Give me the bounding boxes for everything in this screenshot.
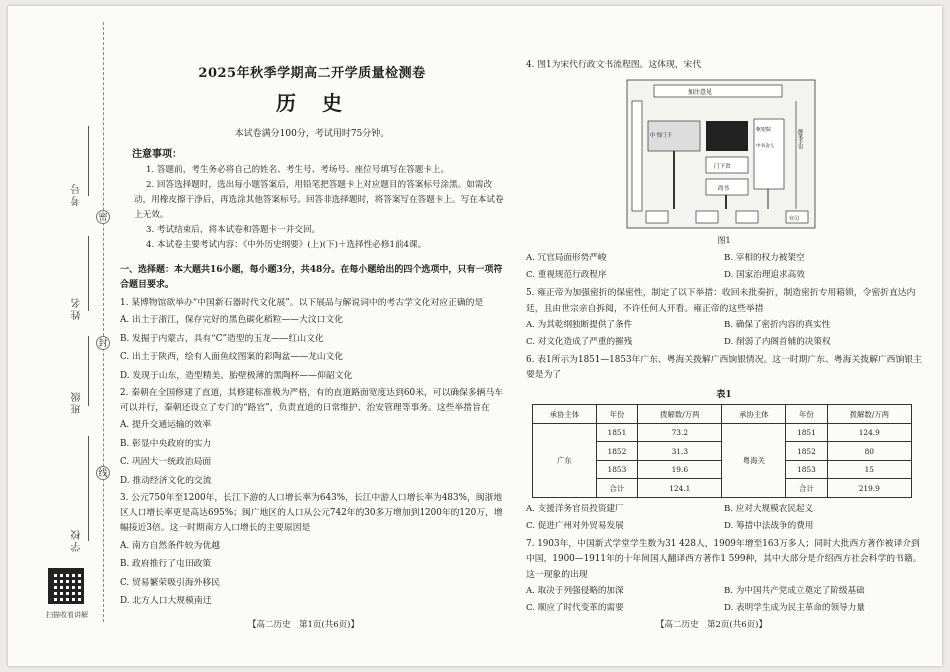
right-column — [526, 58, 922, 617]
page-footer-right: 【高二历史 第2页(共6页)】 — [656, 620, 767, 630]
option: B. 彰显中央政府的实力 — [120, 438, 212, 449]
diagram-label-note: 加注意见 — [688, 89, 713, 97]
table-header: 年份 — [596, 405, 637, 424]
option: A. 支援洋务官员投资建厂 — [526, 503, 624, 514]
seal-char: 封 — [96, 336, 110, 350]
qr-code[interactable] — [48, 568, 84, 604]
note-item: 1. 答题前，考生务必将自己的姓名、考生号、考场号、座位号填写在答题卡上。 — [146, 165, 450, 175]
admin-flow-diagram — [626, 79, 816, 229]
diagram-label-shangshu: 尚书 — [718, 186, 730, 193]
diagram-label-shumi: 枢密院 — [756, 127, 772, 134]
q7-options — [526, 583, 922, 617]
rule-exam-number — [88, 126, 89, 196]
option: D. 推动经济文化的交流 — [120, 476, 212, 487]
option: B. 政府推行了屯田政策 — [120, 559, 212, 570]
label-exam-number: 考号 — [72, 182, 83, 206]
table-caption: 表1 — [716, 390, 732, 401]
table-cell: 124.9 — [827, 423, 911, 442]
q5-options — [526, 317, 922, 351]
option: C. 顺应了时代变革的需要 — [526, 602, 624, 613]
option: D. 发现于山东，造型精美、胎壁极薄的黑陶杯——仰韶文化 — [120, 371, 353, 382]
question-stem: 6. 表1所示为1851—1853年广东、粤海关拨解广西饷银情况。这一时期广东、粤海关拨解广西饷银主要是为了 — [526, 354, 922, 381]
label-class: 班级 — [72, 390, 83, 414]
table-header-row — [533, 405, 912, 424]
option: D. 国家治理追求高效 — [724, 270, 805, 281]
table-header: 年份 — [786, 405, 827, 424]
table-cell: 1852 — [786, 442, 827, 461]
q4-options — [526, 250, 922, 284]
left-column — [120, 58, 504, 611]
table-cell: 合计 — [596, 479, 637, 498]
table-cell: 1851 — [786, 423, 827, 442]
diagram-label-menxia: 门下省 — [714, 164, 731, 171]
subject-title: 历史 — [276, 91, 368, 115]
table-cell: 1851 — [596, 423, 637, 442]
option: D. 北方人口大规模南迁 — [120, 596, 212, 607]
option: A. 南方自然条件较为优越 — [120, 540, 220, 551]
question-stem: 2. 秦朝在全国修建了直道，其修建标准极为严格，有的直道路面宽度达到60米，可以确保多辆马车可以并行，秦朝还设立了专门的“路官”，负责直道的日常维护、治安管理等事务。这些举措旨在 — [120, 387, 504, 413]
section-heading: 一、选择题：本大题共16小题，每小题3分，共48分。在每小题给出的四个选项中，只有一项符合题目要求。 — [120, 265, 503, 290]
question-stem: 3. 公元750年至1200年，长江下游的人口增长率为643%，长江中游人口增长率为483%，闽浙地区人口增长率更是高达695%；闽广地区的人口从公元742年的30多万增加到1200年的120万，增幅接近3倍。这一时期南方人口增长的主要原因是 — [120, 492, 503, 534]
diagram-label-shouzhao: 御笔手诏 — [797, 129, 803, 150]
option: C. 贸易繁荣吸引海外移民 — [120, 577, 220, 588]
option: A. 出土于浙江，保存完好的黑色碳化稻粒——大汶口文化 — [120, 315, 344, 326]
table-cell: 1853 — [786, 460, 827, 479]
option: D. 筹措中法战争的费用 — [724, 520, 814, 531]
table-cell: 15 — [827, 460, 911, 479]
table-cell: 124.1 — [638, 479, 722, 498]
option: A. 取决于列强侵略的加深 — [526, 585, 624, 596]
table-cell-entity: 粤海关 — [722, 423, 786, 497]
exam-sheet — [8, 6, 942, 666]
option: C. 重视规范行政程序 — [526, 270, 607, 281]
silver-table — [532, 404, 912, 498]
table-header: 承协主体 — [722, 405, 786, 424]
table-cell: 1853 — [596, 460, 637, 479]
option: D. 削弱了内阁首辅的决策权 — [724, 336, 831, 347]
table-cell: 1852 — [596, 442, 637, 461]
option: B. 确保了密折内容的真实性 — [724, 319, 831, 330]
seal-char: 密 — [96, 210, 110, 224]
diagram-label-guansi: 官司 — [789, 216, 800, 223]
diagram-label-sheren: 中书舍人 — [756, 144, 775, 150]
label-name: 姓名 — [72, 296, 83, 320]
rule-school — [88, 436, 89, 541]
option: B. 宰相的权力被架空 — [724, 253, 805, 264]
option: C. 出土于陕西，绘有人面鱼纹图案的彩陶盆——龙山文化 — [120, 352, 344, 363]
table-cell: 73.2 — [638, 423, 722, 442]
question-stem: 4. 图1为宋代行政文书流程图。这体现，宋代 — [526, 60, 702, 70]
option: C. 对文化造成了严重的摧残 — [526, 336, 633, 347]
q6-options — [526, 501, 922, 535]
seal-char: 线 — [96, 466, 110, 480]
exam-meta: 本试卷满分100分，考试用时75分钟。 — [234, 129, 390, 139]
option: B. 应对大规模农民起义 — [724, 503, 814, 514]
binding-strip — [8, 6, 108, 666]
option: A. 冗官局面形势严峻 — [526, 253, 607, 264]
option: A. 提升交通运输的效率 — [120, 420, 212, 431]
table-cell: 219.9 — [827, 479, 911, 498]
table-cell: 19.6 — [638, 460, 722, 479]
table-header: 拨解数/万两 — [827, 405, 911, 424]
option: B. 为中国共产党成立奠定了阶级基础 — [724, 585, 865, 596]
table-cell-entity: 广东 — [533, 423, 597, 497]
rule-class — [88, 336, 89, 406]
exam-title: 2025年秋季学期高二开学质量检测卷 — [198, 66, 426, 81]
table-cell: 合计 — [786, 479, 827, 498]
qr-caption: 扫描收看讲解 — [46, 611, 88, 619]
note-item: 3. 考试结束后，将本试卷和答题卡一并交回。 — [146, 225, 321, 235]
notes-heading: 注意事项： — [132, 149, 182, 160]
seal-line — [103, 22, 104, 622]
question-stem: 7. 1903年，中国新式学堂学生数为31 428人，1909年增至163万多人；同时大批西方著作被译介到中国，1900—1911年的十年间国人翻译西方著作1 599种，其中大部分是介绍西方社会科学的书籍。这一现象的出现 — [526, 538, 922, 580]
option: A. 为其乾纲独断提供了条件 — [526, 319, 633, 330]
table-header: 拨解数/万两 — [638, 405, 722, 424]
option: B. 发掘于内蒙古，具有“C”造型的玉龙——红山文化 — [120, 333, 324, 344]
table-header: 承协主体 — [533, 405, 597, 424]
table-cell: 80 — [827, 442, 911, 461]
table-cell: 31.3 — [638, 442, 722, 461]
diagram-label-zhongshu: 中书门下 — [650, 133, 673, 140]
table-row — [533, 423, 912, 442]
question-stem: 1. 某博物馆欲举办“中国新石器时代文化展”。以下展品与解说词中的考古学文化对应正确的是 — [120, 298, 484, 308]
question-stem: 5. 雍正帝为加强密折的保密性，制定了以下举措：收回未批奏折，制造密折专用箱锁，令密折直达内廷，且由世宗亲自拆阅，不许任何人开看。雍正帝的这些举措 — [526, 288, 916, 314]
label-school: 学校 — [72, 528, 83, 552]
figure-caption: 图1 — [717, 236, 731, 246]
option: D. 表明学生成为民主革命的领导力量 — [724, 602, 865, 613]
rule-name — [88, 236, 89, 311]
page-footer-left: 【高二历史 第1页(共6页)】 — [248, 620, 359, 630]
note-item: 4. 本试卷主要考试内容：《中外历史纲要》(上)(下)＋选择性必修1前4课。 — [146, 240, 427, 250]
note-item: 2. 回答选择题时，选出每小题答案后，用铅笔把答题卡上对应题目的答案标号涂黑。如需改动，用橡皮擦干净后，再选涂其他答案标号。回答非选择题时，将答案写在答题卡上。写在本试卷上无效。 — [134, 180, 504, 220]
option: C. 巩固大一统政治局面 — [120, 457, 212, 468]
option: C. 促进广州对外贸易发展 — [526, 520, 624, 531]
